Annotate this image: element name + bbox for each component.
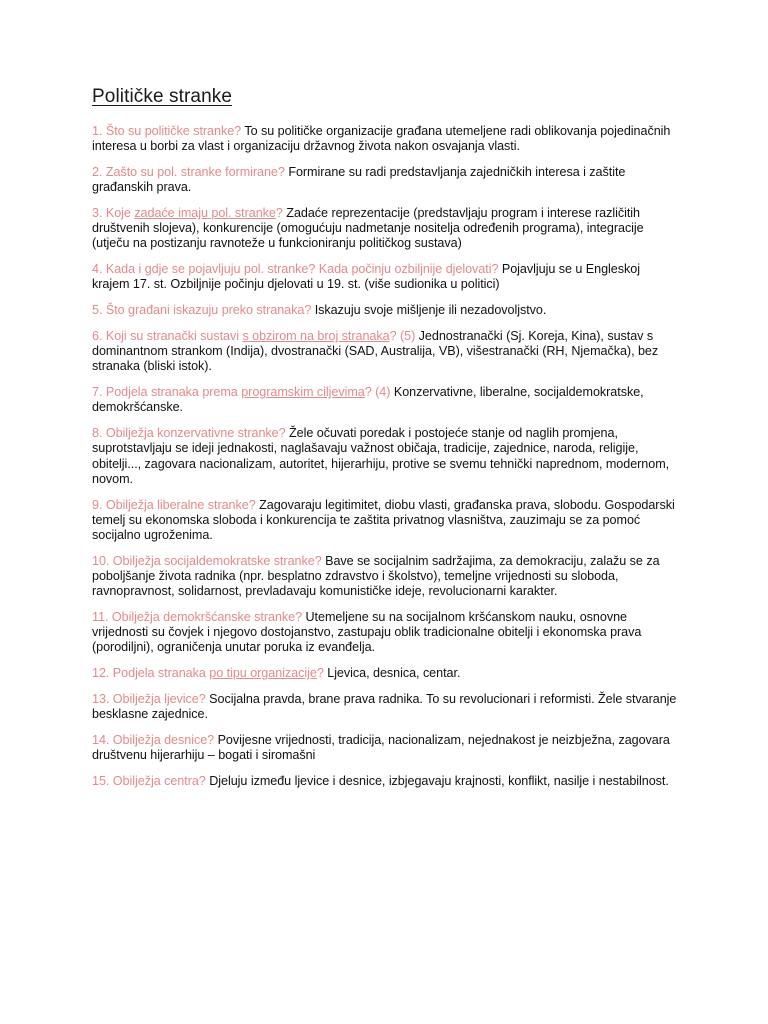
question-text bbox=[92, 206, 283, 220]
question-segment: 6. Koji su stranački sustavi bbox=[92, 329, 243, 343]
question-segment: ? (4) bbox=[364, 385, 391, 400]
answer-text: Zadaće reprezentacije (predstavljaju program i interese različitih društvenih slojeva), konkurencije (omogućuju nadmetanje nositelja određenih programa), integracije (utječu na postizanju ravnoteže u funkcioniranju političkog sustava) bbox=[92, 206, 644, 251]
question-segment: ? (5) bbox=[389, 329, 416, 343]
qa-item bbox=[92, 666, 678, 681]
answer-text: Povijesne vrijednosti, tradicija, nacionalizam, nejednakost je neizbježna, zagovara društvenu hijerarhiju – bogati i siromašni bbox=[92, 733, 670, 763]
qa-item bbox=[92, 385, 678, 415]
answer-text: Bave se socijalnim sadržajima, za demokraciju, zalažu se za poboljšanje života radnika (npr. besplatno zdravstvo i školstvo), temeljne vrijednosti su sloboda, ravnopravnost, solidarnost, prevladavaju komunističke ideje, revolucionarni karakter. bbox=[92, 553, 660, 599]
document-page bbox=[92, 86, 678, 800]
question-segment: 7. Podjela stranaka prema bbox=[92, 385, 242, 400]
question-text bbox=[92, 329, 415, 343]
question-segment: 14. Obilježja desnice? bbox=[92, 733, 215, 748]
answer-text: Ljevica, desnica, centar. bbox=[327, 666, 461, 681]
question-text bbox=[92, 692, 206, 706]
question-segment: 3. Koje bbox=[92, 206, 135, 220]
question-text bbox=[92, 303, 311, 317]
question-text bbox=[92, 774, 206, 788]
qa-item bbox=[92, 692, 678, 722]
question-text bbox=[92, 124, 241, 138]
qa-item bbox=[92, 610, 678, 656]
question-segment: 10. Obilježja socijaldemokratske stranke? bbox=[92, 553, 322, 568]
qa-item bbox=[92, 733, 678, 763]
qa-item bbox=[92, 774, 678, 789]
qa-item bbox=[92, 124, 678, 154]
question-segment: 2. Zašto su pol. stranke formirane? bbox=[92, 165, 285, 179]
question-segment: 13. Obilježja ljevice? bbox=[92, 692, 206, 707]
question-text bbox=[92, 385, 390, 399]
qa-item bbox=[92, 426, 678, 487]
question-segment: 5. Što građani iskazuju preko stranaka? bbox=[92, 303, 312, 318]
question-text bbox=[92, 498, 256, 512]
question-underlined-segment: zadaće imaju pol. stranke bbox=[134, 206, 276, 220]
qa-list bbox=[92, 124, 678, 789]
qa-item bbox=[92, 165, 678, 195]
question-text bbox=[92, 262, 498, 276]
question-segment: 9. Obilježja liberalne stranke? bbox=[92, 497, 256, 512]
answer-text: Utemeljene su na socijalnom kršćanskom nauku, osnovne vrijednosti su čovjek i njegovo dostojanstvo, zastupaju oblik tradicionalne obitelji i ekonomska prava (porodiljni), ograničenja unutar poruka iz evanđelja. bbox=[92, 610, 642, 655]
question-underlined-segment: s obzirom na broj stranaka bbox=[242, 329, 390, 343]
answer-text: Jednostranački (Sj. Koreja, Kina), sustav s dominantnom strankom (Indija), dvostranački (SAD, Australija, VB), višestranački (RH, Njemačka), bez stranaka (bliski istok). bbox=[92, 329, 659, 374]
qa-item bbox=[92, 329, 678, 375]
document-title: Političke stranke bbox=[92, 86, 233, 107]
question-segment: 15. Obilježja centra? bbox=[92, 774, 206, 789]
question-segment: 1. Što su političke stranke? bbox=[92, 124, 242, 138]
question-underlined-segment: po tipu organizacije bbox=[209, 666, 317, 681]
answer-text: Iskazuju svoje mišljenje ili nezadovoljstvo. bbox=[314, 303, 547, 318]
answer-text: Zagovaraju legitimitet, diobu vlasti, građanska prava, slobodu. Gospodarski temelj su ekonomska sloboda i konkurencija te zaštita privatnog vlasništva, zauzimaju se za pomoć socijalno ugroženima. bbox=[92, 497, 675, 543]
qa-item bbox=[92, 498, 678, 544]
answer-text: Socijalna pravda, brane prava radnika. To su revolucionari i reformisti. Žele stvaranje besklasne zajednice. bbox=[92, 692, 677, 722]
qa-item bbox=[92, 554, 678, 600]
answer-text: Žele očuvati poredak i postojeće stanje od naglih promjena, suprotstavljaju se ideji jednakosti, naglašavaju važnost običaja, tradicije, zajednice, naroda, religije, obitelji..., zagovara nacionalizam, autoritet, hijerarhiju, protive se svemu tehnički naprednom, modernom, novom. bbox=[92, 426, 670, 486]
question-text bbox=[92, 165, 285, 179]
question-segment: ? bbox=[316, 666, 324, 681]
qa-item bbox=[92, 303, 678, 318]
question-underlined-segment: programskim ciljevima bbox=[241, 385, 365, 400]
answer-text: Djeluju između ljevice i desnice, izbjegavaju krajnosti, konflikt, nasilje i nestabilnost. bbox=[209, 774, 669, 789]
question-text bbox=[92, 666, 324, 680]
question-segment: 11. Obilježja demokršćanske stranke? bbox=[92, 610, 303, 625]
question-text bbox=[92, 733, 214, 747]
qa-item bbox=[92, 206, 678, 252]
answer-text: To su političke organizacije građana utemeljene radi oblikovanja pojedinačnih interesa u borbi za vlast i organizaciju državnog života nakon osvajanja vlasti. bbox=[92, 124, 671, 154]
question-segment: 8. Obilježja konzervativne stranke? bbox=[92, 426, 286, 441]
question-text bbox=[92, 426, 286, 440]
answer-text: Konzervativne, liberalne, socijaldemokratske, demokršćanske. bbox=[92, 385, 644, 415]
question-text bbox=[92, 554, 322, 568]
question-segment: ? bbox=[275, 206, 283, 220]
question-text bbox=[92, 610, 302, 624]
question-segment: 4. Kada i gdje se pojavljuju pol. stranke? Kada počinju ozbiljnije djelovati? bbox=[92, 262, 499, 277]
answer-text: Pojavljuju se u Engleskoj krajem 17. st. Ozbiljnije počinju djelovati u 19. st. (više sudionika u politici) bbox=[92, 262, 640, 292]
answer-text: Formirane su radi predstavljanja zajedničkih interesa i zaštite građanskih prava. bbox=[92, 165, 626, 195]
qa-item bbox=[92, 262, 678, 292]
question-segment: 12. Podjela stranaka bbox=[92, 666, 210, 681]
